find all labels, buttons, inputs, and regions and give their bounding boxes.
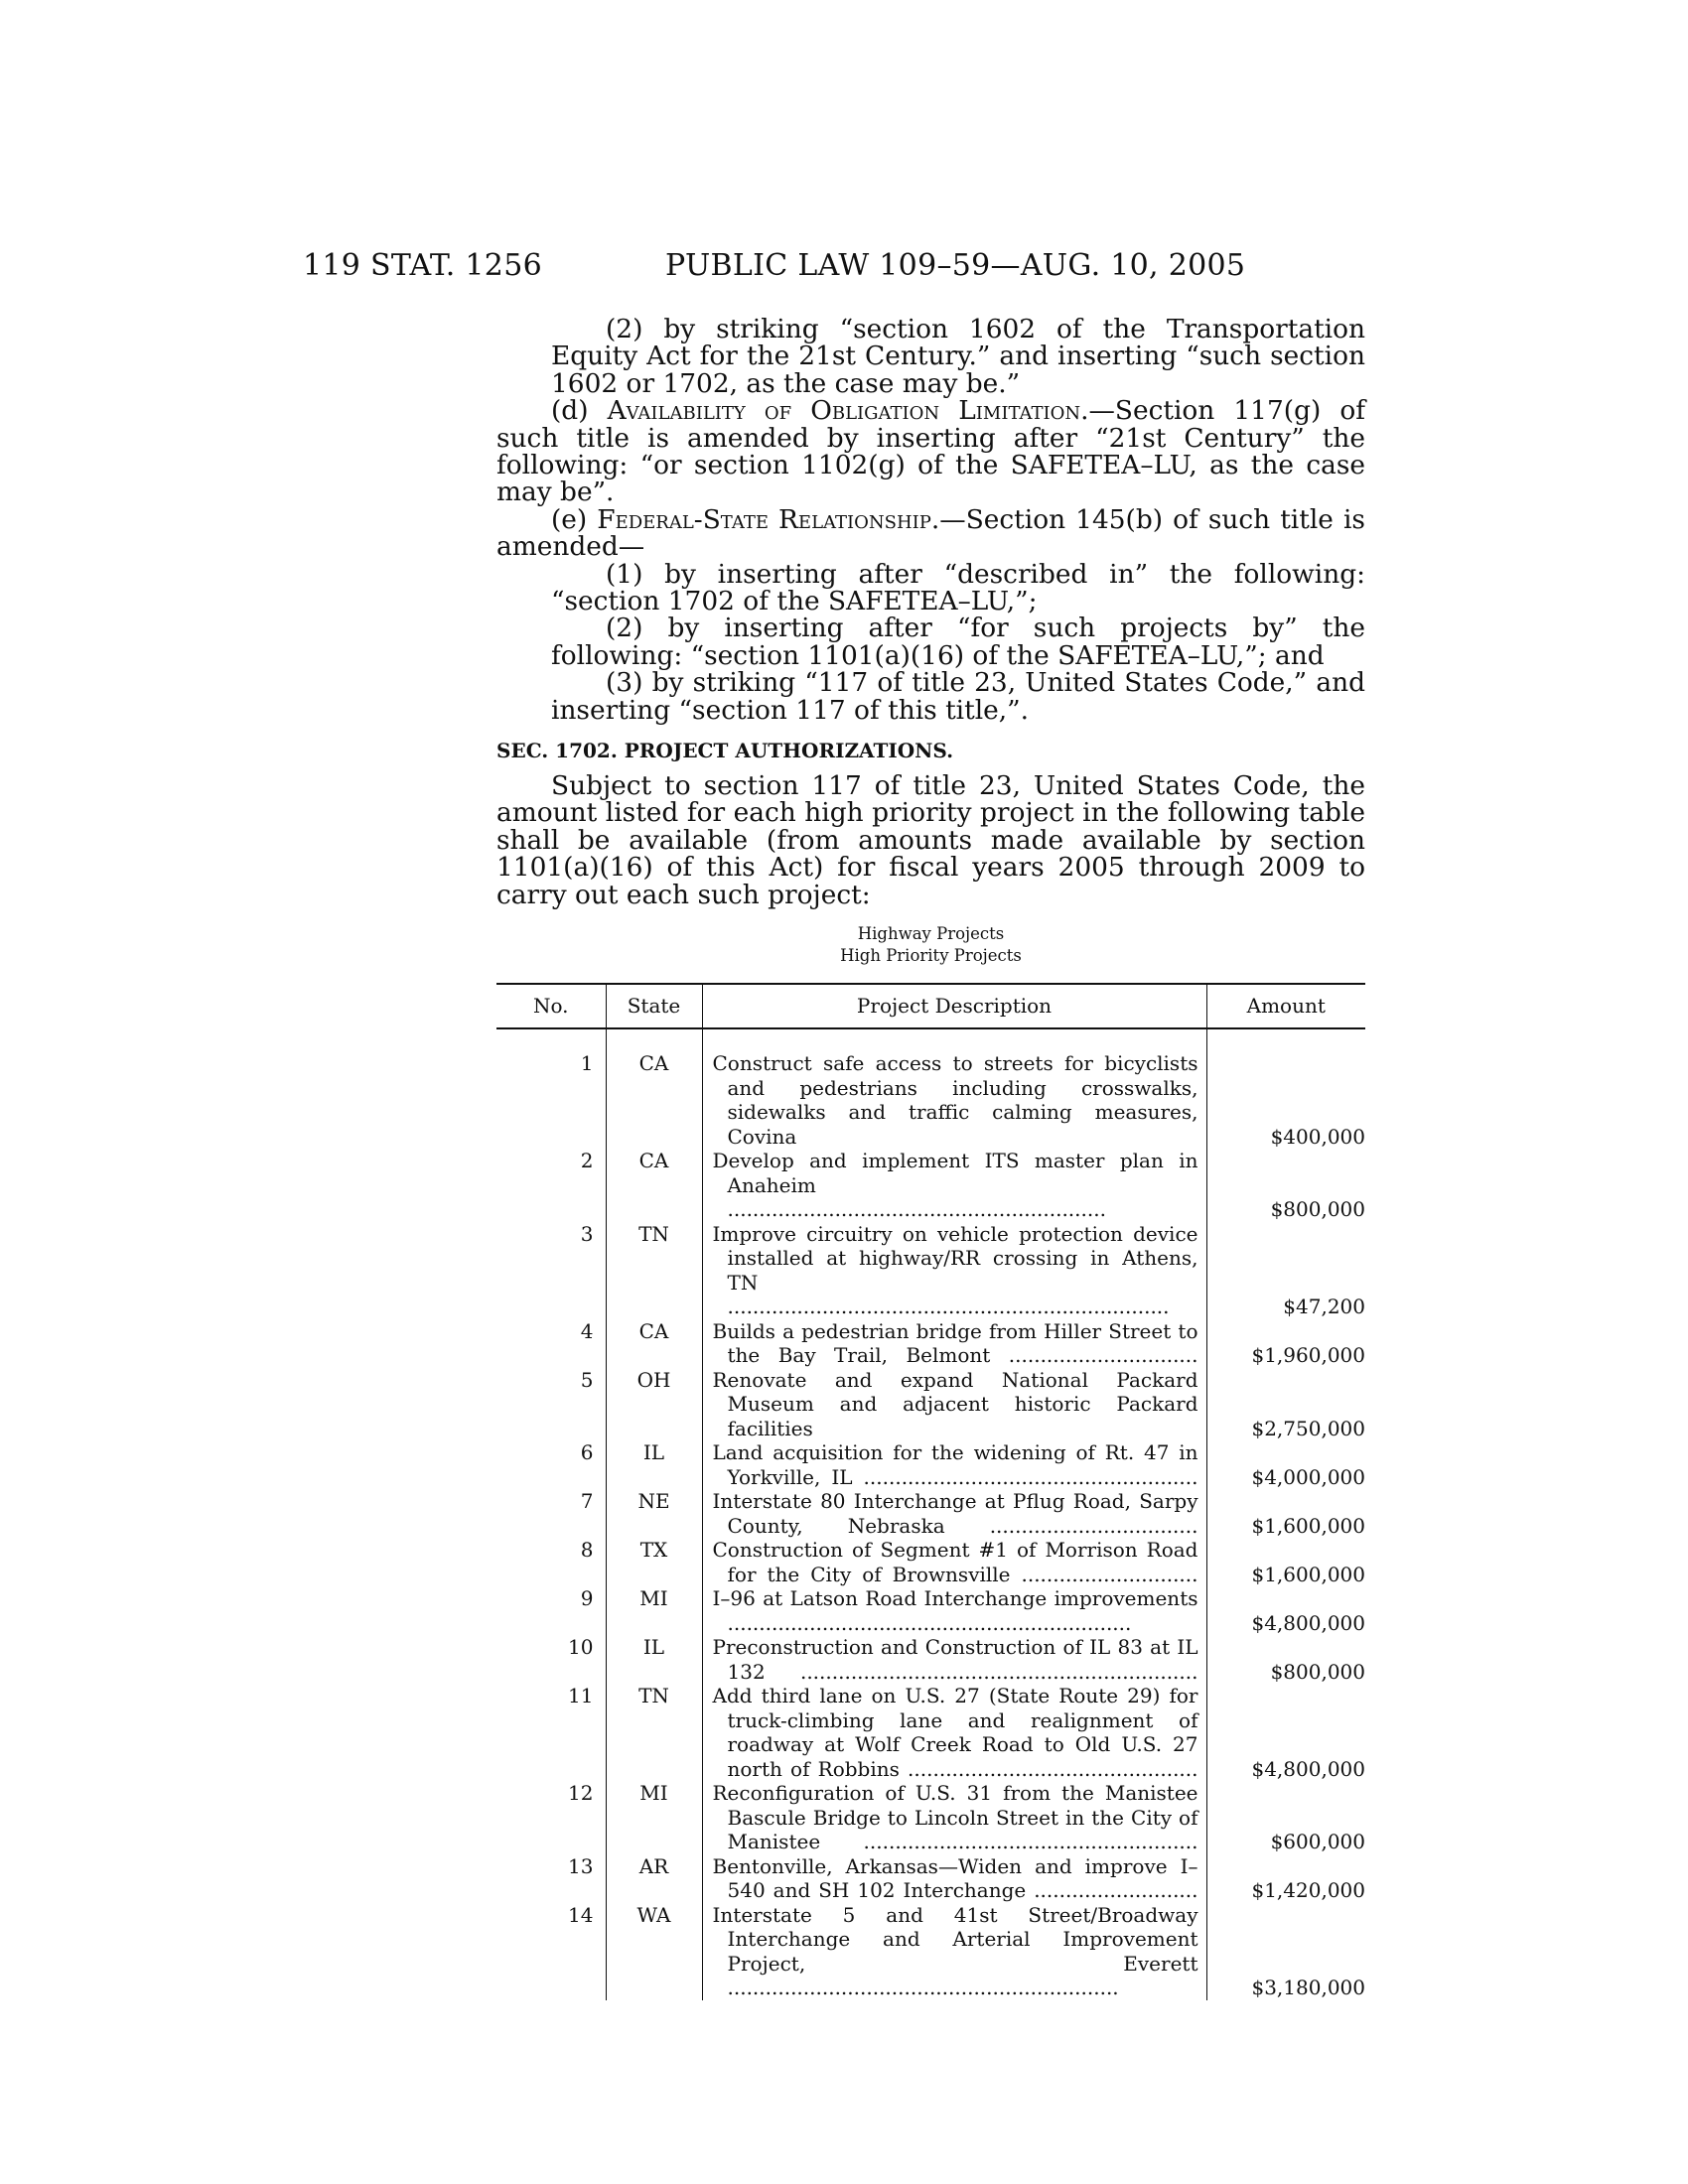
row-state: IL xyxy=(606,1440,702,1489)
table-row xyxy=(496,1149,1365,1222)
statute-page-number: 119 STAT. 1256 xyxy=(303,248,542,283)
row-description: Interstate 5 and 41st Street/Broadway Interchange and Arterial Improvement Project, Everett .............................................................. xyxy=(712,1902,1198,1999)
column-header-description: Project Description xyxy=(702,984,1206,1028)
paragraph-2: (2) by inserting after “for such projects by” the following: “section 1101(a)(16) of the SAFETEA–LU,”; and xyxy=(551,613,1365,671)
row-description-cell xyxy=(702,1489,1206,1538)
table-row xyxy=(496,1903,1365,2000)
table-row xyxy=(496,1319,1365,1368)
row-amount: $1,960,000 xyxy=(1206,1319,1365,1368)
row-number: 9 xyxy=(580,1586,594,1610)
row-number: 14 xyxy=(568,1902,594,1927)
row-description-cell xyxy=(702,1586,1206,1635)
section-heading: SEC. 1702. PROJECT AUTHORIZATIONS. xyxy=(496,739,954,762)
row-state: NE xyxy=(606,1489,702,1538)
row-state: CA xyxy=(606,1149,702,1222)
row-amount: $800,000 xyxy=(1206,1149,1365,1222)
table-caption-line-2: High Priority Projects xyxy=(840,946,1022,965)
row-amount: $4,800,000 xyxy=(1206,1586,1365,1635)
row-number: 13 xyxy=(568,1853,594,1878)
subsection-d-text: —Section 117(g) of such title is amended by inserting after “21st Century” the following: “or section 1102(g) of the SAFETEA–LU, as the case may be”. xyxy=(496,395,1366,508)
section-paragraph: Subject to section 117 of title 23, United States Code, the amount listed for each high priority project in the following table shall be available (from amounts made available by section 1101(a)(16) of this Act) for fiscal years 2005 through 2009 to carry out each such project: xyxy=(496,770,1365,910)
table-row xyxy=(496,1781,1365,1854)
table-row xyxy=(496,1684,1365,1781)
row-amount: $1,600,000 xyxy=(1206,1538,1365,1586)
row-state: MI xyxy=(606,1781,702,1854)
table-header-row xyxy=(496,984,1365,1028)
row-description-cell xyxy=(702,1684,1206,1781)
table-row xyxy=(496,1368,1365,1441)
row-description-cell xyxy=(702,1440,1206,1489)
row-number: 3 xyxy=(580,1221,594,1246)
project-table xyxy=(496,983,1365,2000)
row-amount: $4,800,000 xyxy=(1206,1684,1365,1781)
row-amount: $800,000 xyxy=(1206,1635,1365,1684)
row-number: 12 xyxy=(568,1781,594,1805)
row-state: OH xyxy=(606,1368,702,1441)
row-description: Bentonville, Arkansas—Widen and improve I–540 and SH 102 Interchange .......................... xyxy=(712,1853,1198,1902)
row-amount: $400,000 xyxy=(1206,1028,1365,1149)
row-amount: $4,000,000 xyxy=(1206,1440,1365,1489)
column-header-amount: Amount xyxy=(1206,984,1365,1028)
row-description-cell xyxy=(702,1028,1206,1149)
subsection-d xyxy=(496,397,1365,506)
page-header xyxy=(303,248,1380,288)
row-number: 1 xyxy=(580,1051,594,1075)
subsection-e-text: —Section 145(b) of such title is amended— xyxy=(496,503,1365,563)
table-body xyxy=(496,1028,1365,2000)
row-state: IL xyxy=(606,1635,702,1684)
row-number: 4 xyxy=(580,1318,594,1343)
row-amount: $3,180,000 xyxy=(1206,1903,1365,2000)
row-number: 11 xyxy=(568,1684,594,1707)
row-number: 10 xyxy=(568,1635,594,1659)
row-state: AR xyxy=(606,1854,702,1903)
row-amount: $2,750,000 xyxy=(1206,1368,1365,1441)
table-row xyxy=(496,1222,1365,1319)
row-description-cell xyxy=(702,1149,1206,1222)
row-amount: $1,420,000 xyxy=(1206,1854,1365,1903)
table-row xyxy=(496,1854,1365,1903)
table-row xyxy=(496,1538,1365,1586)
row-description: Builds a pedestrian bridge from Hiller Street to the Bay Trail, Belmont .............................. xyxy=(712,1318,1198,1367)
paragraph-striking: (2) by striking “section 1602 of the Transportation Equity Act for the 21st Century.” and inserting “such section 1602 or 1702, as the case may be.” xyxy=(551,314,1365,399)
subsection-d-prefix: (d) xyxy=(551,395,608,427)
table-row xyxy=(496,1586,1365,1635)
subsection-e-caption: Federal-State Relationship. xyxy=(597,503,940,535)
row-description-cell xyxy=(702,1903,1206,2000)
public-law-citation: PUBLIC LAW 109–59—AUG. 10, 2005 xyxy=(665,248,1246,283)
row-state: TN xyxy=(606,1222,702,1319)
row-description: Construction of Segment #1 of Morrison Road for the City of Brownsville ............................ xyxy=(712,1538,1198,1586)
row-description: Construct safe access to streets for bicyclists and pedestrians including crosswalks, sidewalks and traffic calming measures, Covina xyxy=(712,1051,1198,1149)
column-header-state: State xyxy=(606,984,702,1028)
row-description-cell xyxy=(702,1368,1206,1441)
column-header-no: No. xyxy=(496,984,606,1028)
section-text xyxy=(496,772,1365,908)
row-amount: $600,000 xyxy=(1206,1781,1365,1854)
row-state: CA xyxy=(606,1028,702,1149)
table-row xyxy=(496,1440,1365,1489)
row-description-cell xyxy=(702,1222,1206,1319)
paragraph-3: (3) by striking “117 of title 23, United States Code,” and inserting “section 117 of this title,”. xyxy=(551,667,1365,726)
row-description: Improve circuitry on vehicle protection device installed at highway/RR crossing in Athens, TN ...................................................................... xyxy=(712,1221,1198,1318)
row-description: Add third lane on U.S. 27 (State Route 29) for truck-climbing lane and realignment of roadway at Wolf Creek Road to Old U.S. 27 north of Robbins .............................................. xyxy=(712,1684,1198,1781)
row-state: MI xyxy=(606,1586,702,1635)
table-row xyxy=(496,1028,1365,1149)
subsection-d-caption: Availability of Obligation Limitation. xyxy=(607,395,1089,427)
subsection-e xyxy=(496,503,1365,563)
row-amount: $47,200 xyxy=(1206,1222,1365,1319)
row-state: WA xyxy=(606,1903,702,2000)
row-number: 2 xyxy=(580,1149,594,1172)
row-description-cell xyxy=(702,1854,1206,1903)
row-description-cell xyxy=(702,1319,1206,1368)
row-description: Land acquisition for the widening of Rt. 47 in Yorkville, IL ..................................................... xyxy=(712,1440,1198,1489)
row-state: TN xyxy=(606,1684,702,1781)
row-state: TX xyxy=(606,1538,702,1586)
row-description: Renovate and expand National Packard Museum and adjacent historic Packard facilities xyxy=(712,1367,1198,1440)
row-description-cell xyxy=(702,1781,1206,1854)
row-description: Reconfiguration of U.S. 31 from the Manistee Bascule Bridge to Lincoln Street in the City of Manistee ..................................................... xyxy=(712,1781,1198,1853)
row-description: Interstate 80 Interchange at Pflug Road, Sarpy County, Nebraska ................................. xyxy=(712,1489,1198,1538)
row-state: CA xyxy=(606,1319,702,1368)
row-amount: $1,600,000 xyxy=(1206,1489,1365,1538)
row-description: Preconstruction and Construction of IL 83 at IL 132 ............................................................... xyxy=(712,1635,1198,1684)
subsection-e-prefix: (e) xyxy=(551,503,598,535)
row-number: 7 xyxy=(580,1489,594,1513)
row-number: 6 xyxy=(580,1440,594,1464)
row-description: I–96 at Latson Road Interchange improvements ................................................................ xyxy=(712,1586,1198,1635)
table-row xyxy=(496,1635,1365,1684)
row-number: 8 xyxy=(580,1538,594,1562)
body-text xyxy=(496,316,1365,724)
row-description: Develop and implement ITS master plan in Anaheim ............................................................ xyxy=(712,1149,1198,1221)
paragraph-1: (1) by inserting after “described in” the following: “section 1702 of the SAFETEA–LU,”; xyxy=(551,558,1365,617)
row-description-cell xyxy=(702,1635,1206,1684)
row-description-cell xyxy=(702,1538,1206,1586)
table-caption xyxy=(496,923,1365,967)
table-caption-line-1: Highway Projects xyxy=(857,924,1005,943)
row-number: 5 xyxy=(580,1367,594,1392)
table-row xyxy=(496,1489,1365,1538)
